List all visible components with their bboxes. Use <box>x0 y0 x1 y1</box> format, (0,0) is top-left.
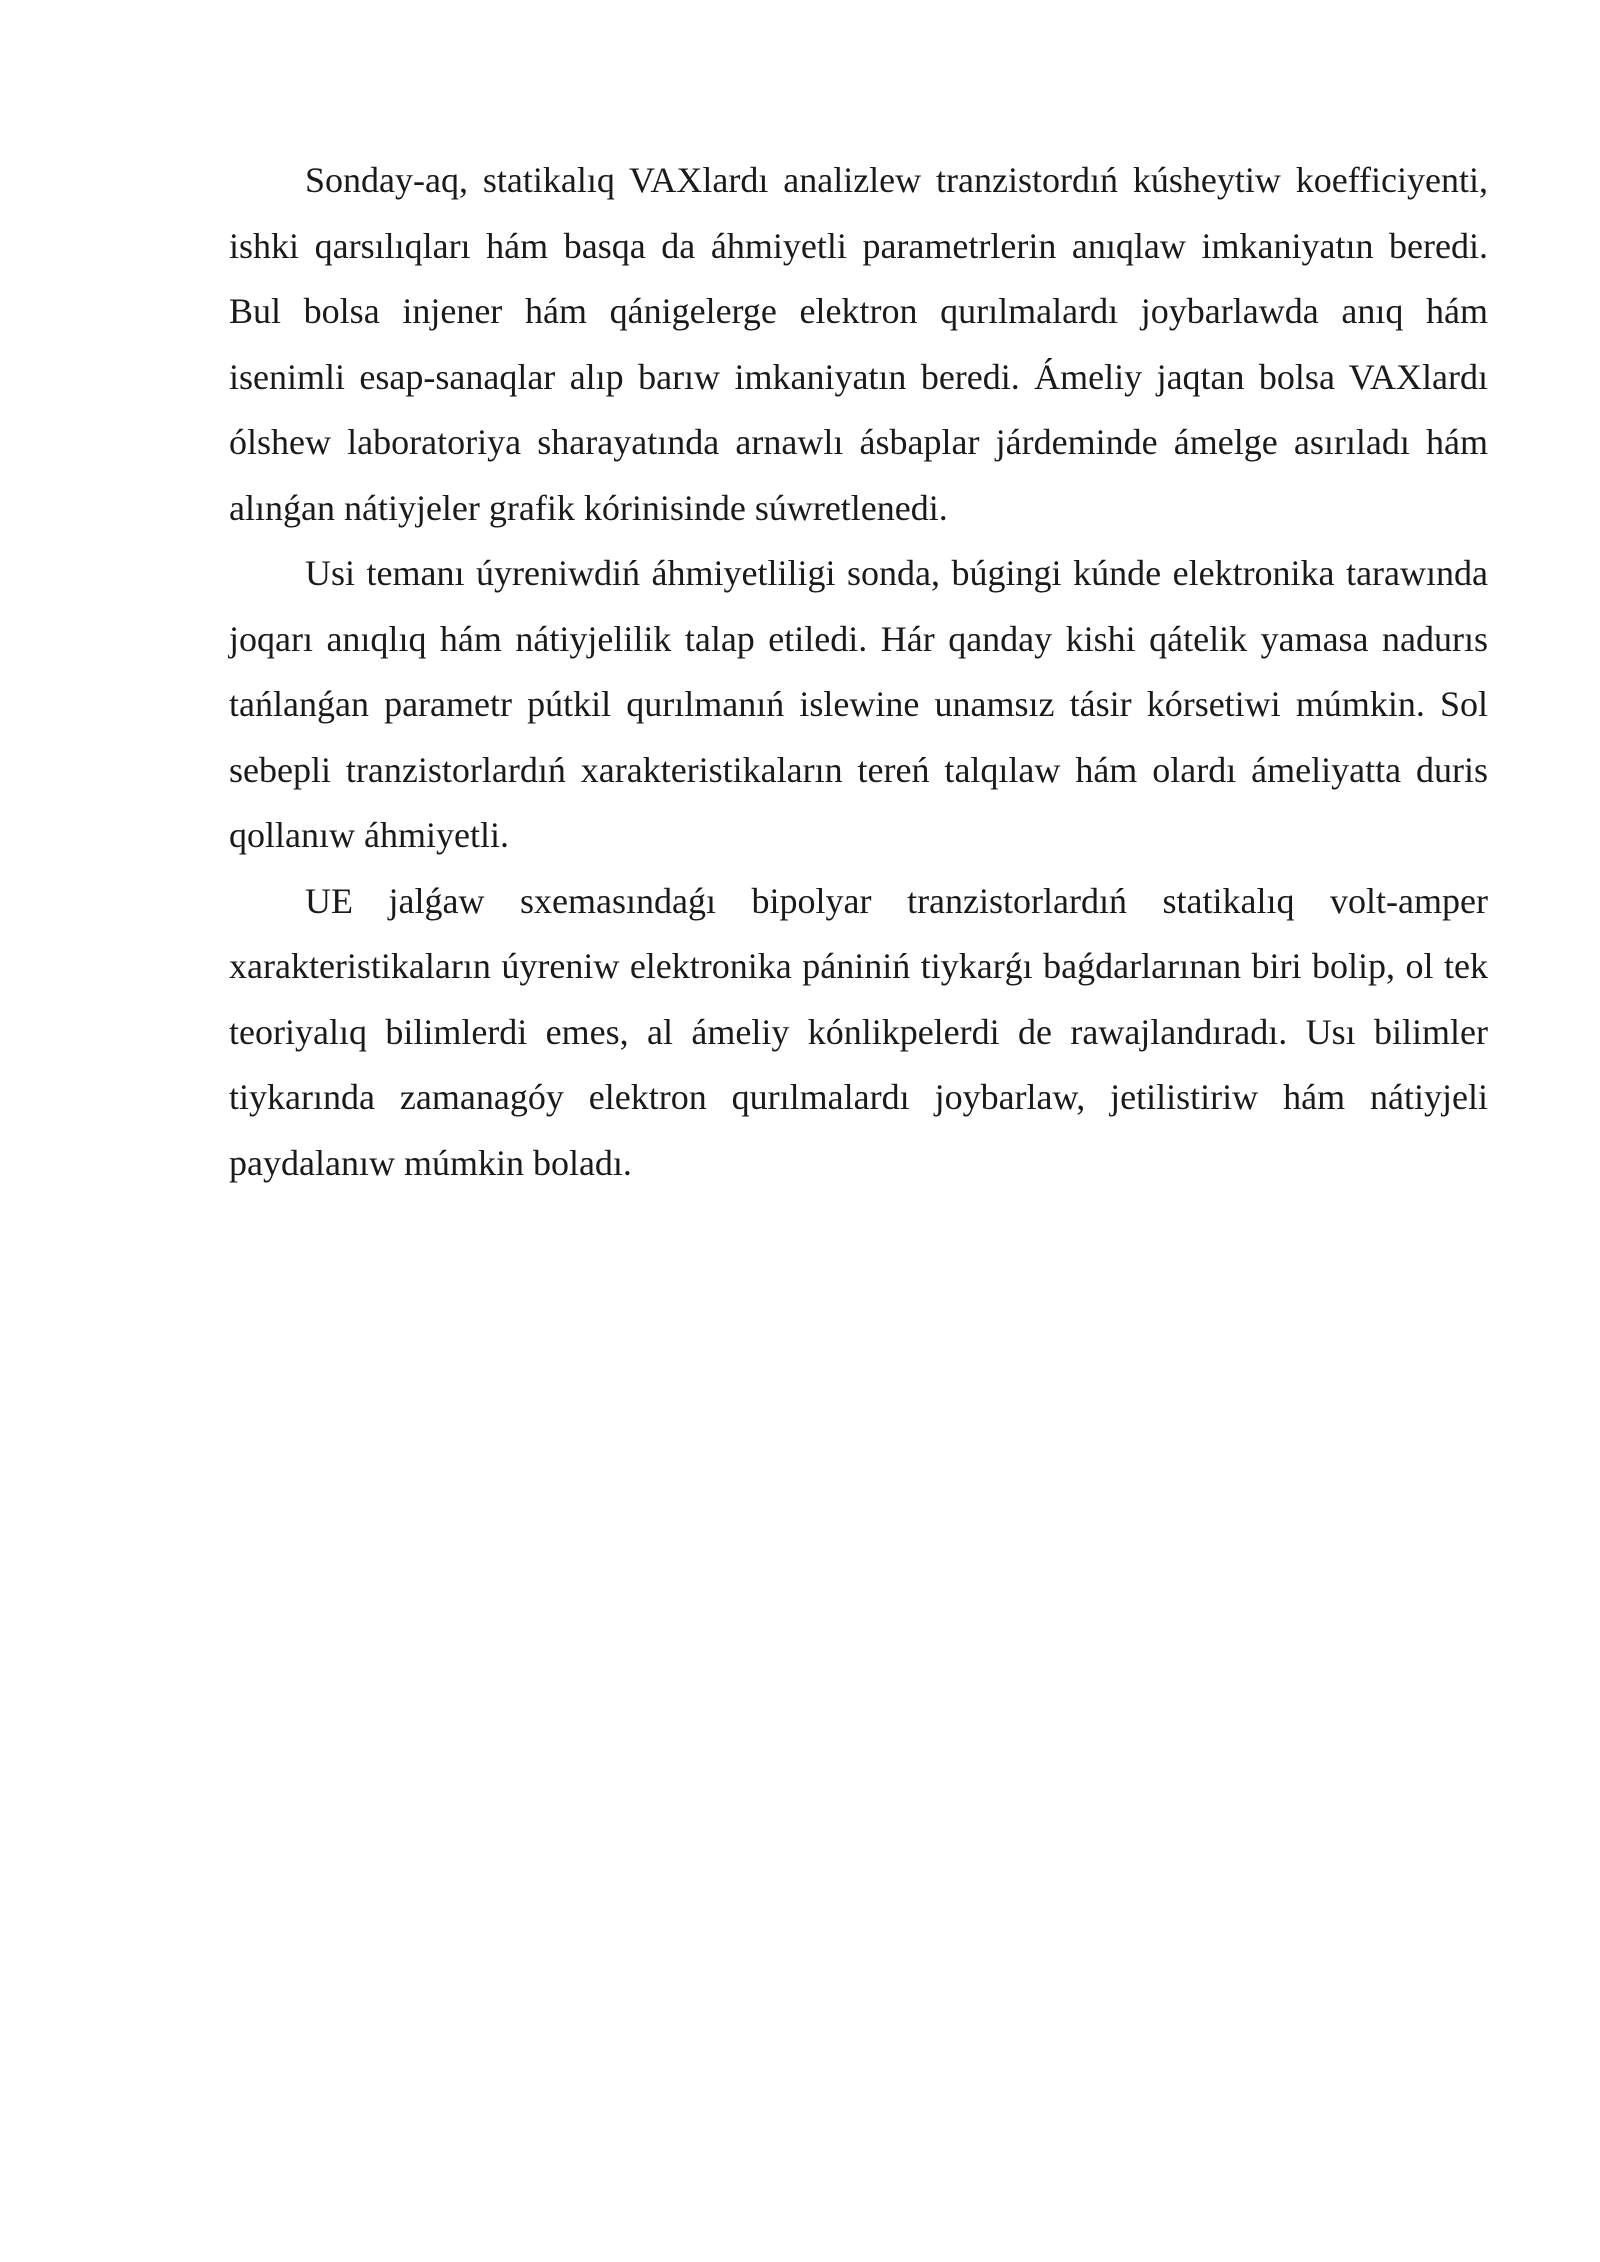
paragraph-topic-importance: Usi temanı úyreniwdiń áhmiyetliligi sonda, búgingi kúnde elektronika tarawında joqarı anıqlıq hám nátiyjelilik talap etiledi. Hár qanday kishi qátelik yamasa nadurıs tańlanǵan parametr pútkil qurılmanıń islewine unamsız tásir kórsetiwi múmkin. Sol sebepli tranzistorlardıń xarakteristikaların tereń talqılaw hám olardı ámeliyatta duris qollanıw áhmiyetli. <box>229 553 1488 855</box>
document-body <box>229 148 1488 1196</box>
paragraph-ue-circuit: UE jalǵaw sxemasındaǵı bipolyar tranzistorlardıń statikalıq volt-amper xarakteristikaların úyreniw elektronika pániniń tiykarǵı baǵdarlarınan biri bolip, ol tek teoriyalıq bilimlerdi emes, al ámeliy kónlikpelerdi de rawajlandıradı. Usı bilimler tiykarında zamanagóy elektron qurılmalardı joybarlaw, jetilistiriw hám nátiyjeli paydalanıw múmkin boladı. <box>229 880 1488 1183</box>
paragraph-vax-analysis: Sonday-aq, statikalıq VAXlardı analizlew tranzistordıń kúsheytiw koefficiyenti, ishki qarsılıqları hám basqa da áhmiyetli parametrlerin anıqlaw imkaniyatın beredi. Bul bolsa injener hám qánigelerge elektron qurılmalardı joybarlawda anıq hám isenimli esap-sanaqlar alıp barıw imkaniyatın beredi. Ámeliy jaqtan bolsa VAXlardı ólshew laboratoriya sharayatında arnawlı ásbaplar járdeminde ámelge asırıladı hám alınǵan nátiyjeler grafik kórinisinde súwretlenedi. <box>229 160 1488 528</box>
